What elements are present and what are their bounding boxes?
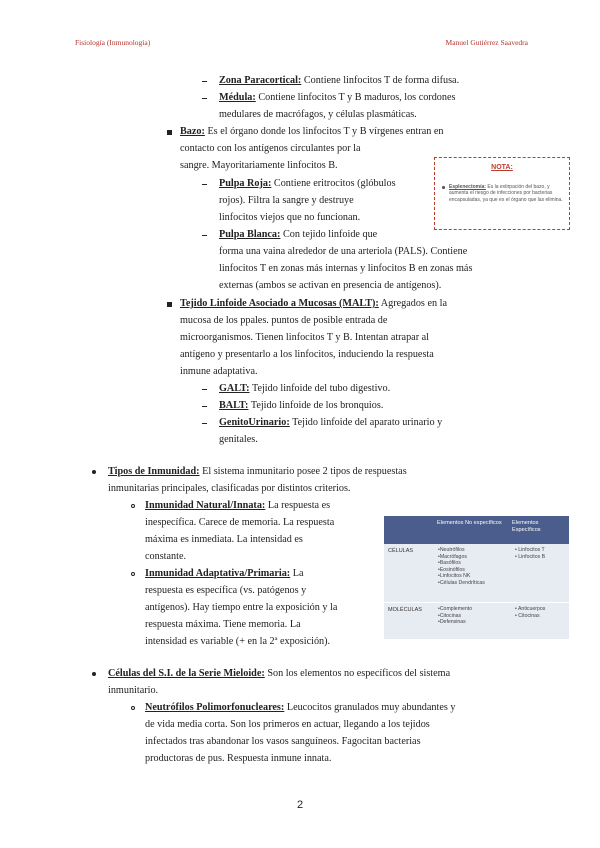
- text-line: Inmunidad Natural/Innata: La respuesta es: [145, 500, 331, 511]
- text-line: microorganismos. Tienen linfocitos T y B. Intentan atrapar al: [180, 332, 429, 343]
- immunity-elements-table: [384, 516, 569, 639]
- text-line: inmunitario.: [108, 685, 159, 696]
- molecules-specific: [515, 606, 545, 619]
- page-number: 2: [296, 799, 304, 811]
- text-line: Pulpa Roja: Contiene eritrocitos (glóbulos: [219, 178, 396, 189]
- note-bullet: [442, 186, 445, 189]
- dash-bullet: [202, 184, 207, 185]
- square-bullet: [167, 130, 172, 135]
- text-line: inmunitarias principales, clasificadas por distintos criterios.: [108, 483, 351, 494]
- text-line: Células del S.I. de la Serie Mieloide: Son los elementos no específicos del sistema: [108, 668, 451, 679]
- text-line: externas (ambos se activan en presencia de antígenos).: [219, 280, 442, 291]
- text-line: máxima es inmediata. La intensidad es: [145, 534, 303, 545]
- row-label-molecules: MOLÉCULAS: [388, 607, 422, 613]
- text-line: inespecífica. Carece de memoria. La respuesta: [145, 517, 335, 528]
- table-cell-item: • Citocinas: [515, 612, 540, 619]
- text-line: GenitoUrinario: Tejido linfoide del aparato urinario y: [219, 417, 443, 428]
- table-cell-item: •Macrófagos: [438, 553, 467, 560]
- table-cell-item: •Eosinófilos: [438, 566, 465, 573]
- table-cell-item: •Linfocitos NK: [438, 573, 471, 579]
- text-line: linfocitos T en zonas más internas y linfocitos B en zonas más: [219, 263, 473, 274]
- dash-bullet: [202, 98, 207, 99]
- circle-bullet: [131, 706, 135, 710]
- text-line: respuesta es específica (vs. patógenos y: [145, 585, 307, 596]
- note-title: NOTA:: [491, 164, 513, 171]
- molecules-nonspecific: [438, 606, 472, 626]
- text-line: contacto con los antígenos circulantes por la: [180, 143, 361, 154]
- table-cell-item: •Células Dendríticas: [438, 579, 485, 586]
- text-line: linfocitos viejos que no funcionan.: [219, 212, 361, 223]
- text-line: GALT: Tejido linfoide del tubo digestivo.: [219, 383, 391, 394]
- text-line: medulares de macrófagos, y células plasmáticas.: [219, 109, 417, 120]
- text-line: Inmunidad Adaptativa/Primaria: La: [145, 568, 304, 579]
- table-cell-item: • Linfocitos T: [515, 547, 545, 553]
- text-line: Médula: Contiene linfocitos T y B maduros, los cordones: [219, 92, 456, 103]
- round-bullet: [92, 672, 96, 676]
- table-cell-item: • Anticuerpos: [515, 606, 546, 612]
- text-line: rojos). Filtra la sangre y destruye: [219, 195, 354, 206]
- dash-bullet: [202, 235, 207, 236]
- table-header-nonspecific: Elementos No específicos: [434, 516, 509, 544]
- text-line: productoras de pus. Respuesta inmune innata.: [145, 753, 332, 764]
- table-cell-item: •Citocinas: [438, 612, 462, 619]
- text-line: mucosa de los ppales. puntos de posible entrada de: [180, 315, 388, 326]
- text-line: forma una vaina alrededor de una arteriola (PALS). Contiene: [219, 246, 468, 257]
- dash-bullet: [202, 423, 207, 424]
- dash-bullet: [202, 389, 207, 390]
- text-line: respuesta máxima. Tiene memoria. La: [145, 619, 301, 630]
- dash-bullet: [202, 81, 207, 82]
- table-header-specific: Elementos Específicos: [509, 516, 569, 544]
- text-line: antígenos). Hay tiempo entre la exposición y la: [145, 602, 338, 613]
- text-line: de vida media corta. Son los primeros en actuar, llegando a los tejidos: [145, 719, 430, 730]
- cells-specific: [515, 547, 545, 560]
- text-line: genitales.: [219, 434, 258, 445]
- text-line: infectados tras abandonar los vasos sanguíneos. Fagocitan bacterias: [145, 736, 421, 747]
- text-line: Tejido Linfoide Asociado a Mucosas (MALT): Agregados en la: [180, 298, 447, 309]
- text-line: sangre. Mayoritariamente linfocitos B.: [180, 160, 338, 171]
- note-body: Esplenectomía: Es la extirpación del bazo, y aumenta el riesgo de infecciones por bacterias encapsuladas, ya que es el órgano que las elimina.: [449, 184, 563, 203]
- text-line: Tipos de Inmunidad: El sistema inmunitario posee 2 tipos de respuestas: [108, 466, 407, 477]
- cells-nonspecific: [438, 547, 485, 586]
- row-label-cells: CÉLULAS: [388, 548, 414, 554]
- text-line: Pulpa Blanca: Con tejido linfoide que: [219, 229, 378, 240]
- table-header-empty: [384, 516, 434, 544]
- table-cell-item: •Defensinas: [438, 619, 466, 625]
- table-cell-item: •Basófilos: [438, 560, 461, 566]
- text-line: antígeno y presentarlo a los linfocitos, induciendo la respuesta: [180, 349, 434, 360]
- table-cell-item: •Complemento: [438, 606, 473, 612]
- text-line: inmune adaptativa.: [180, 366, 258, 377]
- round-bullet: [92, 470, 96, 474]
- table-cell-item: •Neutrófilos: [438, 547, 465, 553]
- row-separator: [384, 602, 569, 603]
- table-cell-item: • Linfocitos B: [515, 553, 546, 560]
- text-line: Neutrófilos Polimorfonucleares: Leucocitos granulados muy abundantes y: [145, 702, 456, 713]
- circle-bullet: [131, 504, 135, 508]
- header-left: Fisiología (Inmunología): [75, 38, 151, 47]
- text-line: intensidad es variable (+ en la 2ª exposición).: [145, 636, 331, 647]
- text-line: Zona Paracortical: Contiene linfocitos T de forma difusa.: [219, 75, 460, 86]
- text-line: BALT: Tejido linfoide de los bronquios.: [219, 400, 384, 411]
- text-line: constante.: [145, 551, 187, 562]
- header-right: Manuel Gutiérrez Saavedra: [445, 38, 528, 47]
- text-line: Bazo: Es el órgano donde los linfocitos T y B vírgenes entran en: [180, 126, 444, 137]
- note-box: [434, 157, 570, 230]
- dash-bullet: [202, 406, 207, 407]
- circle-bullet: [131, 572, 135, 576]
- square-bullet: [167, 302, 172, 307]
